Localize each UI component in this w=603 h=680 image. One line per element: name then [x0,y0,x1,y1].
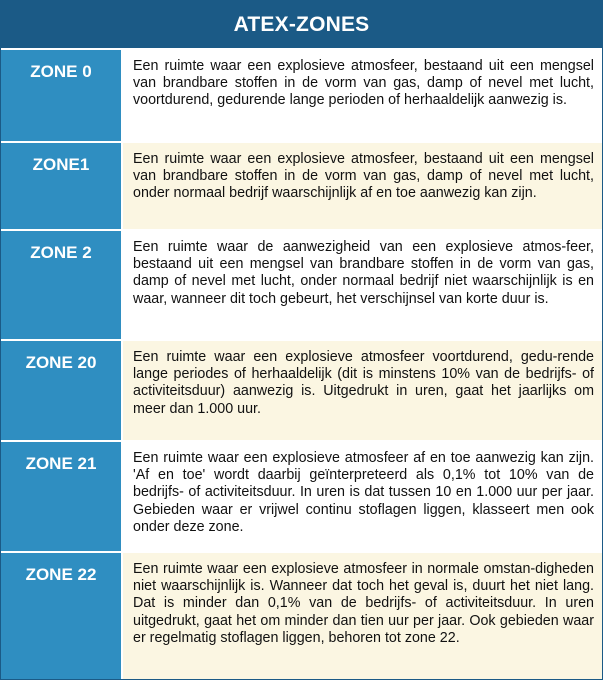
zone-label: ZONE 20 [1,341,123,440]
zone-row-3 [1,339,602,440]
zone-description: Een ruimte waar een explosieve atmosfeer af en toe aanwezig kan zijn. 'Af en toe' wordt daarbij geïnterpreteerd als 0,1% tot 10% van de bedrijfs- of activiteitsduur. In uren is dat tussen 10 en 1.000 uur per jaar. Gebieden waar er vrijwel continu stoflagen liggen, klasseert men ook onder deze zone. [123,442,602,551]
zone-label: ZONE1 [1,143,123,229]
zone-row-1 [1,141,602,229]
zone-row-2 [1,229,602,339]
zone-row-5 [1,551,602,679]
zone-description: Een ruimte waar de aanwezigheid van een explosieve atmos-feer, bestaand uit een mengsel van brandbare stoffen in de vorm van gas, damp of nevel met lucht, onder normaal bedrijf niet waarschijnlijk is en waar, wanneer dit toch gebeurt, het verschijnsel van korte duur is. [123,231,602,339]
zone-description: Een ruimte waar een explosieve atmosfeer in normale omstan-digheden niet waarschijnlijk is. Wanneer dat toch het geval is, duurt het niet lang. Dat is minder dan 0,1% van de bedrijfs- of activiteitsduur. In uren uitgedrukt, gaat het om minder dan tien uur per jaar. Ook gebieden waar er regelmatig stoflagen liggen, behoren tot zone 22. [123,553,602,679]
zone-label: ZONE 22 [1,553,123,679]
zone-label: ZONE 0 [1,50,123,141]
zone-description: Een ruimte waar een explosieve atmosfeer voortdurend, gedu-rende lange periodes of herhaaldelijk (dit is minstens 10% van de bedrijfs- of activiteitsduur) aanwezig is. Uitgedrukt in uren, gaat het jaarlijks om meer dan 1.000 uur. [123,341,602,440]
table-title: ATEX-ZONES [1,1,602,48]
zone-row-0 [1,48,602,141]
zone-label: ZONE 21 [1,442,123,551]
zone-description: Een ruimte waar een explosieve atmosfeer, bestaand uit een mengsel van brandbare stoffen in de vorm van gas, damp of nevel met lucht, onder normaal bedrijf waarschijnlijk af en toe aanwezig kan zijn. [123,143,602,229]
zone-row-4 [1,440,602,551]
zone-label: ZONE 2 [1,231,123,339]
zone-description: Een ruimte waar een explosieve atmosfeer, bestaand uit een mengsel van brandbare stoffen in de vorm van gas, damp of nevel met lucht, voortdurend, gedurende lange perioden of herhaaldelijk aanwezig is. [123,50,602,141]
